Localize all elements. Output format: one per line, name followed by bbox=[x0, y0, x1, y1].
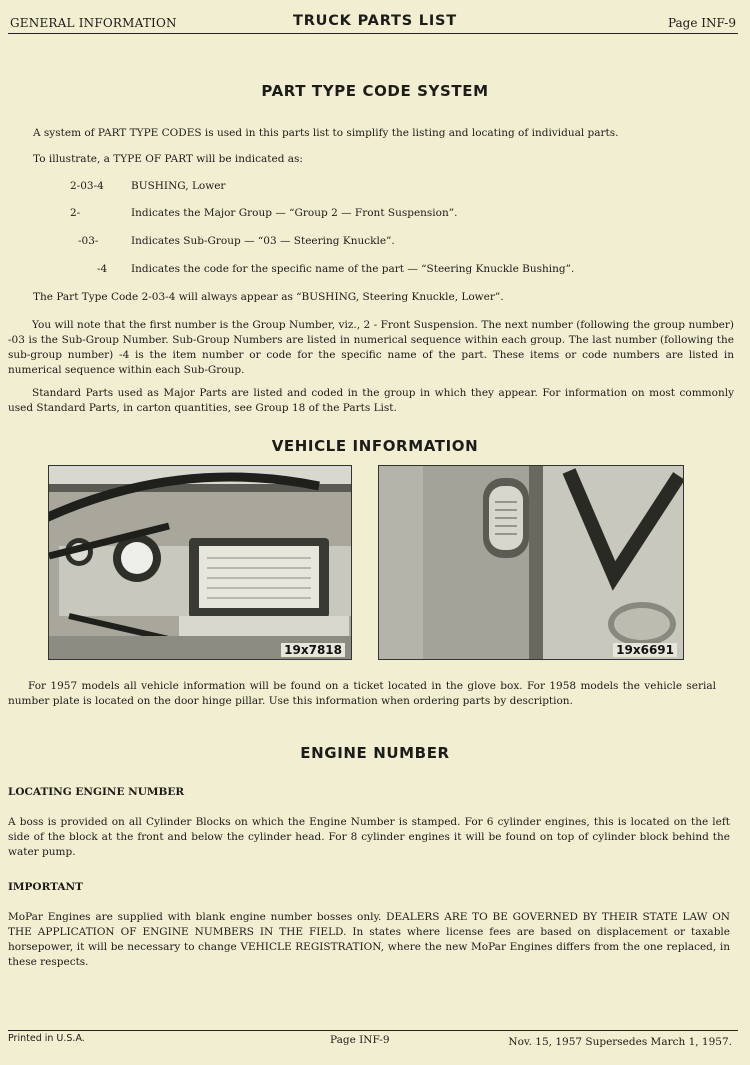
engine-number-title: ENGINE NUMBER bbox=[300, 744, 450, 762]
part-type-note: You will note that the first number is the Group Number, viz., 2 - Front Suspension. The next number (following the group number) -03 is the Sub-Group Number. Sub-Group Numbers are listed in numerical sequence within each group. The last number (following the sub-group number) -4 is the item number or code for the specific name of the part. These items or code numbers are listed in numerical sequence within each Sub-Group. bbox=[8, 319, 734, 376]
footer-date: Nov. 15, 1957 Supersedes March 1, 1957. bbox=[508, 1036, 732, 1048]
door-pillar-illustration bbox=[379, 466, 683, 659]
code-desc: Indicates Sub-Group — “03 — Steering Knuckle”. bbox=[131, 235, 395, 247]
code-row bbox=[78, 235, 395, 247]
code-desc: Indicates the Major Group — “Group 2 — Front Suspension”. bbox=[131, 207, 458, 219]
vehicle-info-text: For 1957 models all vehicle information will be found on a ticket located in the glove box. For 1958 models the vehicle serial number plate is located on the door hinge pillar. Use this information when ordering parts by description. bbox=[8, 680, 716, 707]
code-desc: BUSHING, Lower bbox=[131, 180, 226, 192]
locating-engine-text: A boss is provided on all Cylinder Blocks on which the Engine Number is stamped. For 6 cylinder engines, this is located on the left side of the block at the front and below the cylinder head. For 8 cylinder engines it will be found on top of cylinder block behind the water pump. bbox=[8, 816, 730, 858]
code-value: -03- bbox=[78, 235, 99, 247]
code-row bbox=[70, 180, 225, 192]
dashboard-illustration bbox=[49, 466, 351, 659]
important-heading: IMPORTANT bbox=[8, 881, 83, 893]
header-rule bbox=[8, 33, 738, 34]
important-text: MoPar Engines are supplied with blank engine number bosses only. DEALERS ARE TO BE GOVERNED BY THEIR STATE LAW ON THE APPLICATION OF ENGINE NUMBERS IN THE FIELD. In states where license fees are based on displacement or taxable horsepower, it will be necessary to change VEHICLE REGISTRATION, where the new MoPar Engines differs from the one replaced, in these respects. bbox=[8, 911, 730, 968]
dashboard-photo bbox=[48, 465, 352, 660]
part-type-intro: A system of PART TYPE CODES is used in this parts list to simplify the listing and locating of individual parts. bbox=[33, 127, 619, 139]
vehicle-info-title: VEHICLE INFORMATION bbox=[271, 437, 479, 455]
code-value: -4 bbox=[97, 263, 108, 275]
locating-engine-heading: LOCATING ENGINE NUMBER bbox=[8, 786, 185, 798]
photo-right-label: 19x6691 bbox=[613, 643, 677, 657]
photo-left-label: 19x7818 bbox=[281, 643, 345, 657]
footer-printed: Printed in U.S.A. bbox=[8, 1033, 85, 1044]
part-type-illustrate: To illustrate, a TYPE OF PART will be indicated as: bbox=[33, 153, 303, 165]
code-value: 2-03-4 bbox=[70, 180, 104, 192]
part-type-title: PART TYPE CODE SYSTEM bbox=[261, 82, 489, 100]
footer-page-number: Page INF-9 bbox=[330, 1034, 390, 1046]
header-page-number: Page INF-9 bbox=[667, 16, 736, 30]
code-row bbox=[70, 207, 457, 219]
code-value: 2- bbox=[70, 207, 81, 219]
header-section-label: GENERAL INFORMATION bbox=[10, 16, 177, 30]
part-type-always: The Part Type Code 2-03-4 will always appear as “BUSHING, Steering Knuckle, Lower”. bbox=[33, 291, 504, 303]
door-pillar-photo bbox=[378, 465, 684, 660]
code-desc: Indicates the code for the specific name of the part — “Steering Knuckle Bushing”. bbox=[131, 263, 575, 275]
code-row bbox=[97, 263, 574, 275]
part-type-standard: Standard Parts used as Major Parts are listed and coded in the group in which they appear. For information on most commonly used Standard Parts, in carton quantities, see Group 18 of the Parts List. bbox=[8, 387, 734, 414]
footer-rule bbox=[8, 1030, 738, 1031]
header-title: TRUCK PARTS LIST bbox=[293, 13, 457, 29]
